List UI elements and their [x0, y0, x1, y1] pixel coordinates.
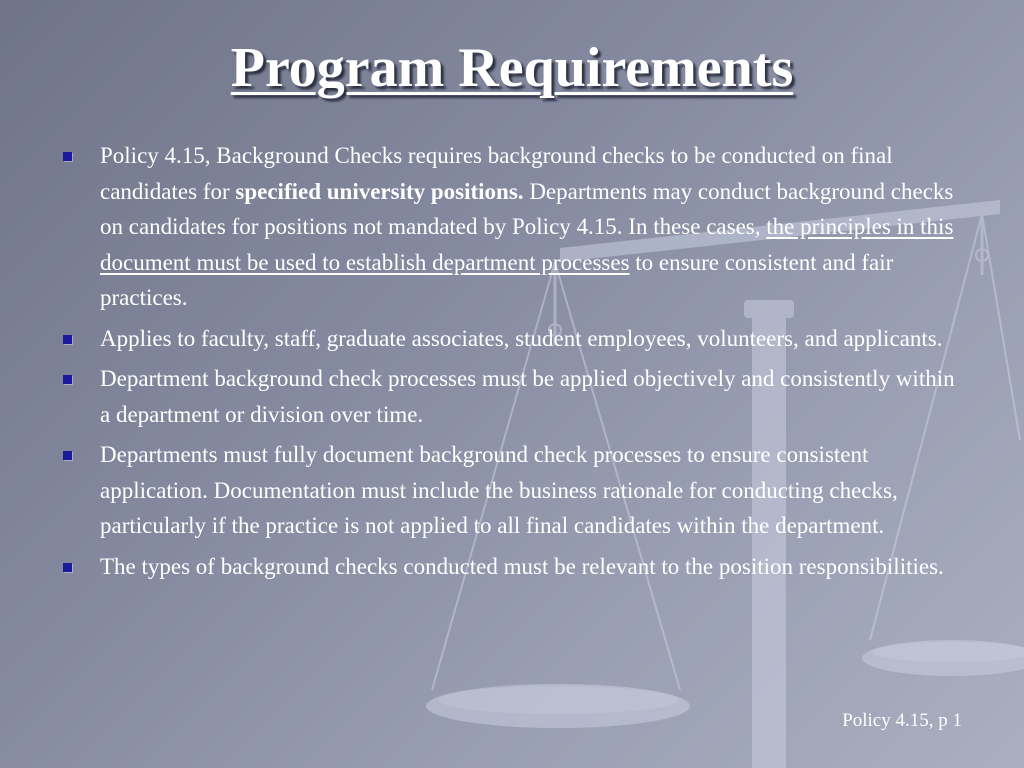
bullet-item-objectivity [60, 361, 960, 432]
slide-title: Program Requirements [230, 37, 794, 99]
bullet-item-policy [60, 138, 960, 316]
bullet-text: Department background check processes must be applied objectively and consistently within a department or division over time. [100, 366, 955, 427]
underlined-phrase: the principles in this document must be used to establish department processes [100, 214, 954, 275]
bullet-text: The types of background checks conducted must be relevant to the position responsibilities. [100, 553, 944, 579]
square-bullet-icon [63, 375, 72, 384]
bullet-text: Applies to faculty, staff, graduate associates, student employees, volunteers, and applicants. [100, 325, 943, 351]
policy-reference: Policy 4.15, p 1 [842, 710, 962, 731]
square-bullet-icon [63, 563, 72, 572]
bullet-text: Departments must fully document background check processes to ensure consistent application. Documentation must include the business rationale for conducting checks, particularly if the practice is not applied to all final candidates within the department. [100, 442, 898, 538]
bullet-list [60, 138, 960, 589]
bullet-item-applies [60, 321, 960, 357]
bullet-item-documentation [60, 437, 960, 544]
square-bullet-icon [63, 335, 72, 344]
bold-phrase: specified university positions. [235, 178, 524, 204]
bullet-text: Policy 4.15, Background Checks requires background checks to be conducted on final candidates for specified university positions. Departments may conduct background checks on candidates for positions not mandated by Policy 4.15. In these cases, the principles in this document must be used to establish department processes to ensure consistent and fair practices. [100, 143, 954, 310]
bullet-item-relevance [60, 549, 960, 585]
square-bullet-icon [63, 152, 72, 161]
square-bullet-icon [63, 451, 72, 460]
